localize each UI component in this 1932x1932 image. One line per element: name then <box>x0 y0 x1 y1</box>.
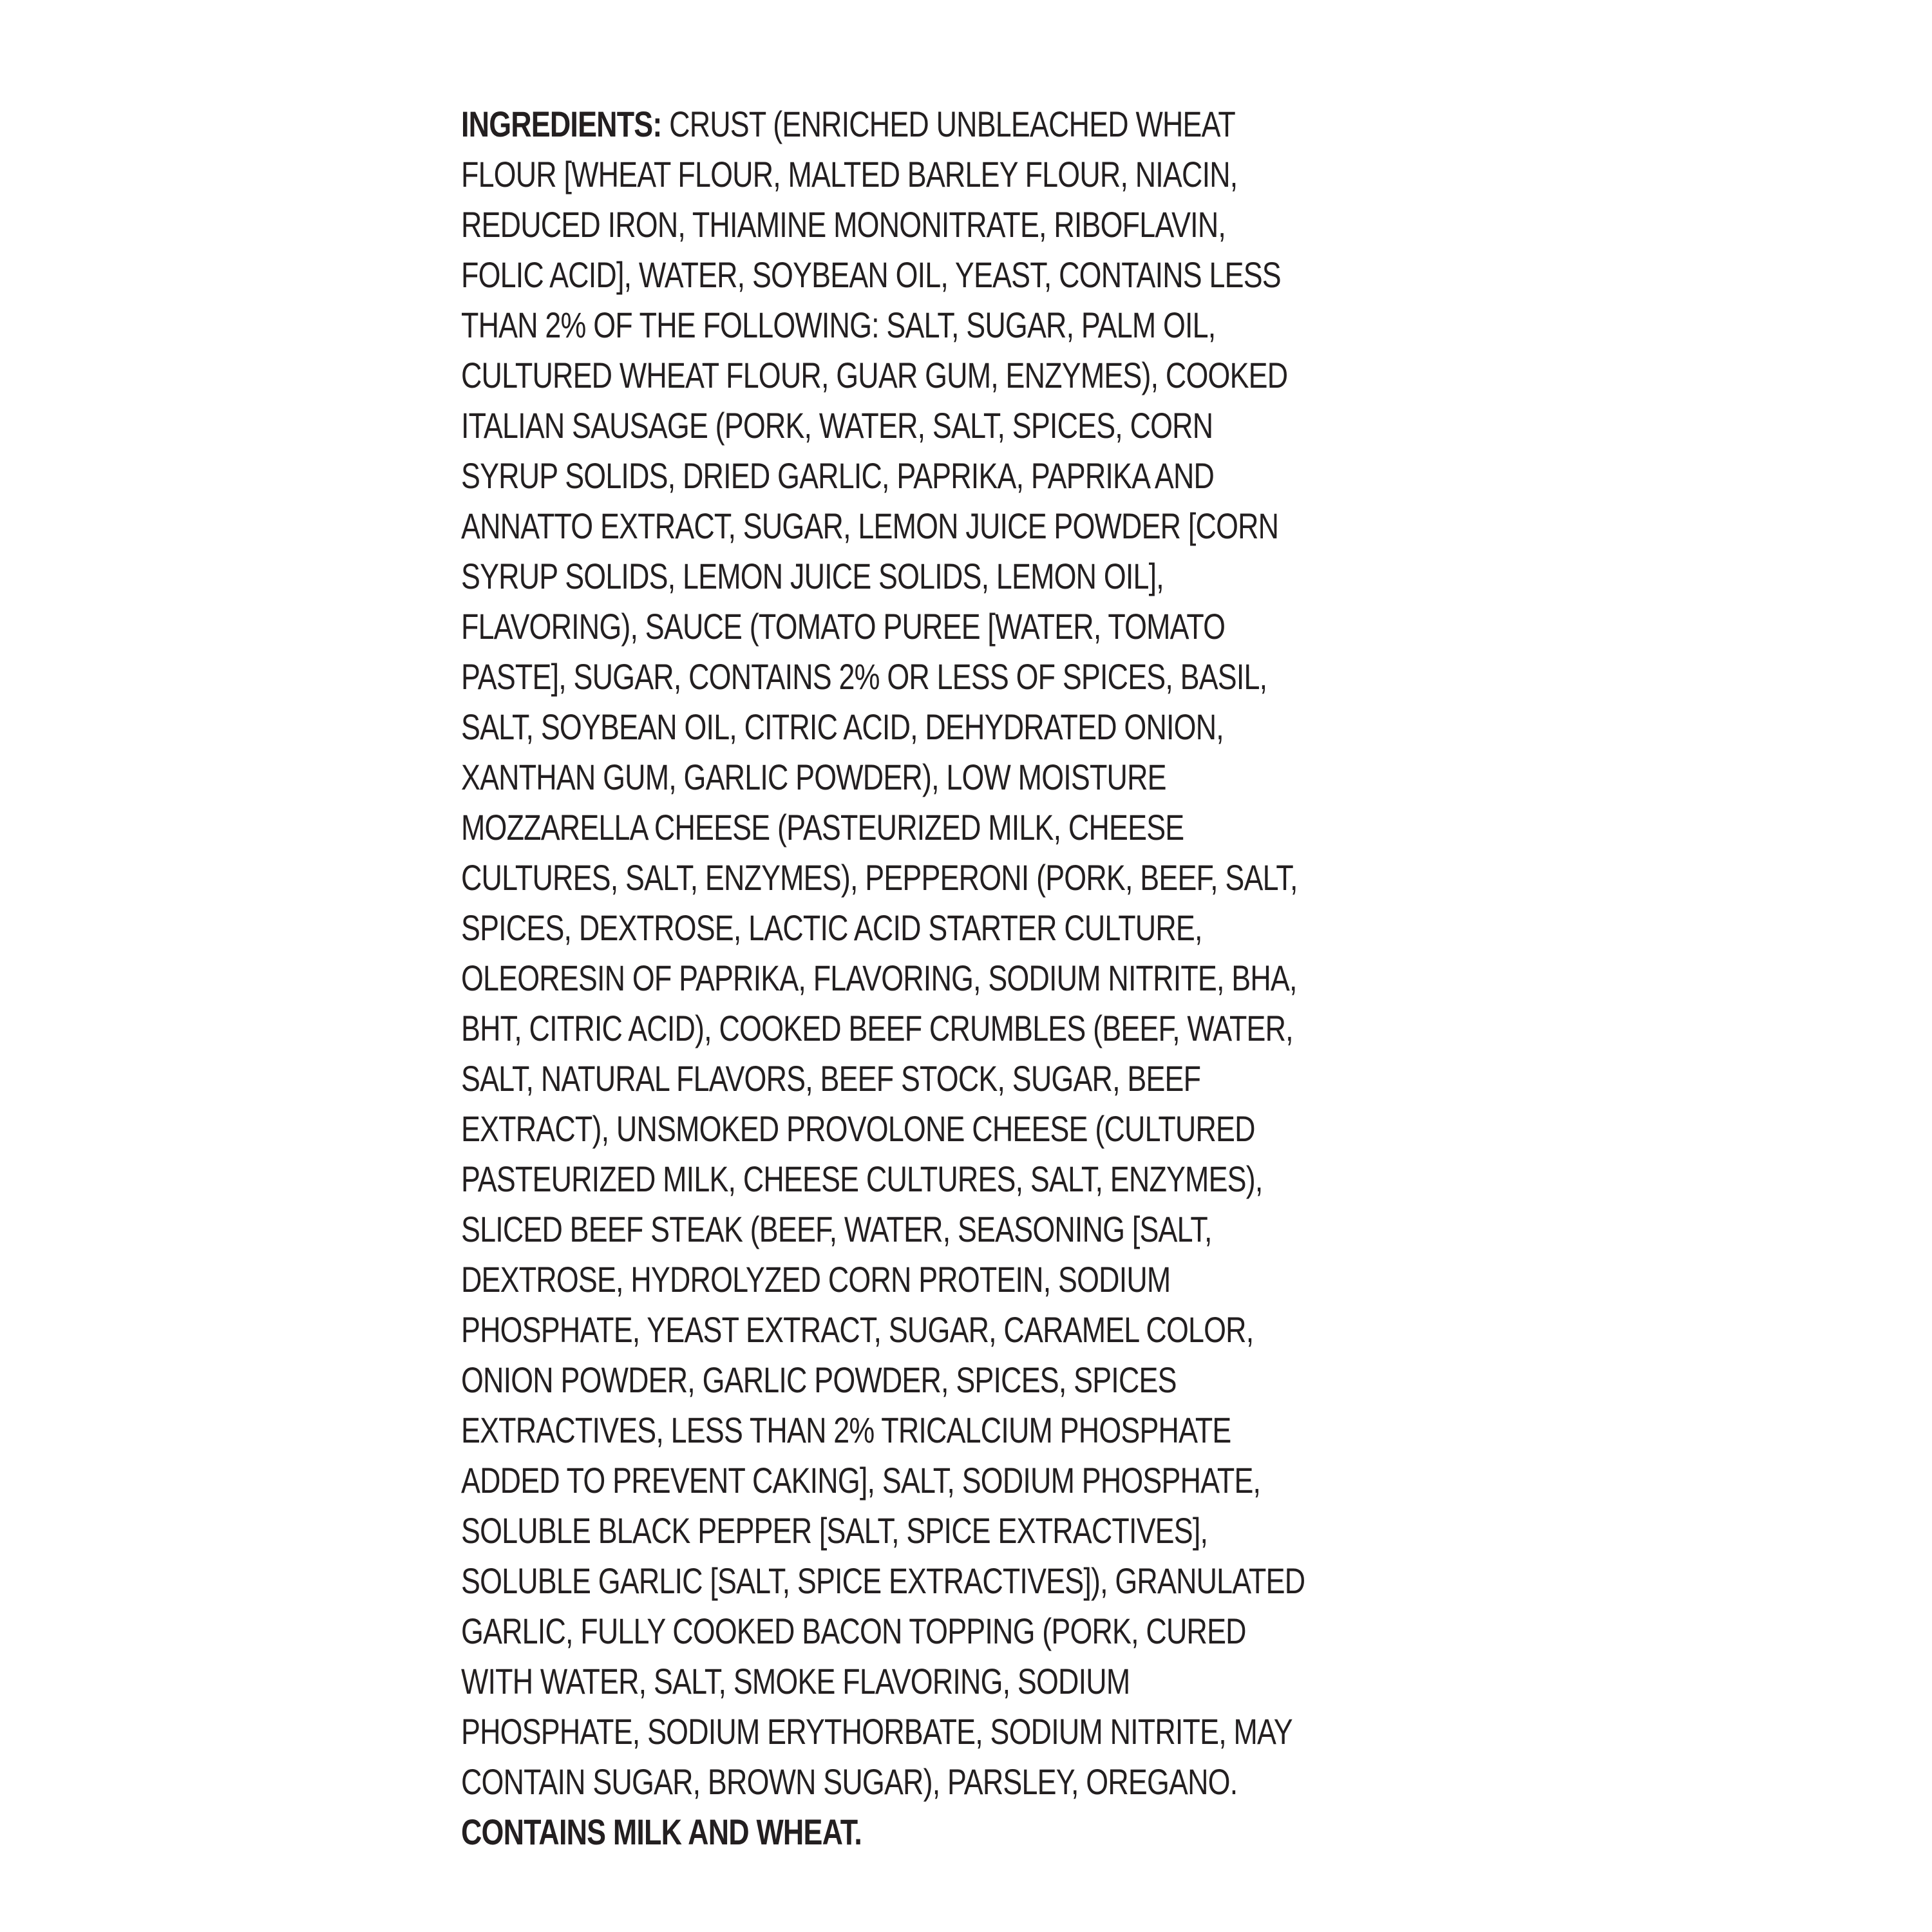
ingredients-line: CULTURED WHEAT FLOUR, GUAR GUM, ENZYMES), COOKED <box>461 355 1288 395</box>
ingredients-line: SOLUBLE BLACK PEPPER [SALT, SPICE EXTRACTIVES], <box>461 1510 1208 1551</box>
ingredients-line: SALT, SOYBEAN OIL, CITRIC ACID, DEHYDRATED ONION, <box>461 706 1224 747</box>
ingredients-line: FOLIC ACID], WATER, SOYBEAN OIL, YEAST, CONTAINS LESS <box>461 254 1281 295</box>
ingredients-line: PHOSPHATE, YEAST EXTRACT, SUGAR, CARAMEL COLOR, <box>461 1309 1254 1350</box>
ingredients-line: REDUCED IRON, THIAMINE MONONITRATE, RIBOFLAVIN, <box>461 204 1226 245</box>
ingredients-line: ITALIAN SAUSAGE (PORK, WATER, SALT, SPICES, CORN <box>461 405 1213 446</box>
ingredients-line: THAN 2% OF THE FOLLOWING: SALT, SUGAR, PALM OIL, <box>461 305 1216 345</box>
ingredients-line-text: CRUST (ENRICHED UNBLEACHED WHEAT <box>661 104 1235 144</box>
ingredients-line: WITH WATER, SALT, SMOKE FLAVORING, SODIUM <box>461 1661 1130 1701</box>
ingredients-line: GARLIC, FULLY COOKED BACON TOPPING (PORK, CURED <box>461 1611 1246 1651</box>
ingredients-heading: INGREDIENTS: <box>461 104 662 144</box>
ingredients-line: XANTHAN GUM, GARLIC POWDER), LOW MOISTURE <box>461 757 1166 797</box>
ingredients-line: CONTAIN SUGAR, BROWN SUGAR), PARSLEY, OREGANO. <box>461 1761 1238 1802</box>
ingredients-line: EXTRACT), UNSMOKED PROVOLONE CHEESE (CULTURED <box>461 1108 1255 1149</box>
ingredients-line: SYRUP SOLIDS, DRIED GARLIC, PAPRIKA, PAPRIKA AND <box>461 455 1215 496</box>
ingredients-line: SYRUP SOLIDS, LEMON JUICE SOLIDS, LEMON OIL], <box>461 556 1164 596</box>
ingredients-line: CULTURES, SALT, ENZYMES), PEPPERONI (PORK, BEEF, SALT, <box>461 857 1298 898</box>
ingredients-line: FLOUR [WHEAT FLOUR, MALTED BARLEY FLOUR, NIACIN, <box>461 154 1238 194</box>
ingredients-line: SALT, NATURAL FLAVORS, BEEF STOCK, SUGAR, BEEF <box>461 1058 1201 1099</box>
ingredients-line: FLAVORING), SAUCE (TOMATO PUREE [WATER, TOMATO <box>461 606 1226 647</box>
ingredients-line: ONION POWDER, GARLIC POWDER, SPICES, SPICES <box>461 1359 1177 1400</box>
ingredients-line: PASTE], SUGAR, CONTAINS 2% OR LESS OF SPICES, BASIL, <box>461 656 1267 697</box>
ingredients-line: ANNATTO EXTRACT, SUGAR, LEMON JUICE POWDER [CORN <box>461 506 1279 546</box>
ingredients-line: SOLUBLE GARLIC [SALT, SPICE EXTRACTIVES]), GRANULATED <box>461 1560 1305 1601</box>
ingredients-line: MOZZARELLA CHEESE (PASTEURIZED MILK, CHEESE <box>461 807 1184 848</box>
ingredients-line-first <box>461 99 1235 149</box>
ingredients-line: SPICES, DEXTROSE, LACTIC ACID STARTER CULTURE, <box>461 907 1202 948</box>
ingredients-line: PASTEURIZED MILK, CHEESE CULTURES, SALT, ENZYMES), <box>461 1159 1263 1199</box>
ingredients-line: EXTRACTIVES, LESS THAN 2% TRICALCIUM PHOSPHATE <box>461 1410 1231 1450</box>
ingredients-line: DEXTROSE, HYDROLYZED CORN PROTEIN, SODIUM <box>461 1259 1171 1300</box>
allergen-statement: CONTAINS MILK AND WHEAT. <box>461 1812 862 1852</box>
ingredients-line: PHOSPHATE, SODIUM ERYTHORBATE, SODIUM NITRITE, MAY <box>461 1711 1293 1752</box>
ingredients-line: SLICED BEEF STEAK (BEEF, WATER, SEASONING [SALT, <box>461 1209 1212 1249</box>
ingredients-label <box>461 99 1408 1857</box>
ingredients-line: BHT, CITRIC ACID), COOKED BEEF CRUMBLES (BEEF, WATER, <box>461 1008 1293 1048</box>
ingredients-line: OLEORESIN OF PAPRIKA, FLAVORING, SODIUM NITRITE, BHA, <box>461 958 1297 998</box>
ingredients-line: ADDED TO PREVENT CAKING], SALT, SODIUM PHOSPHATE, <box>461 1460 1261 1501</box>
